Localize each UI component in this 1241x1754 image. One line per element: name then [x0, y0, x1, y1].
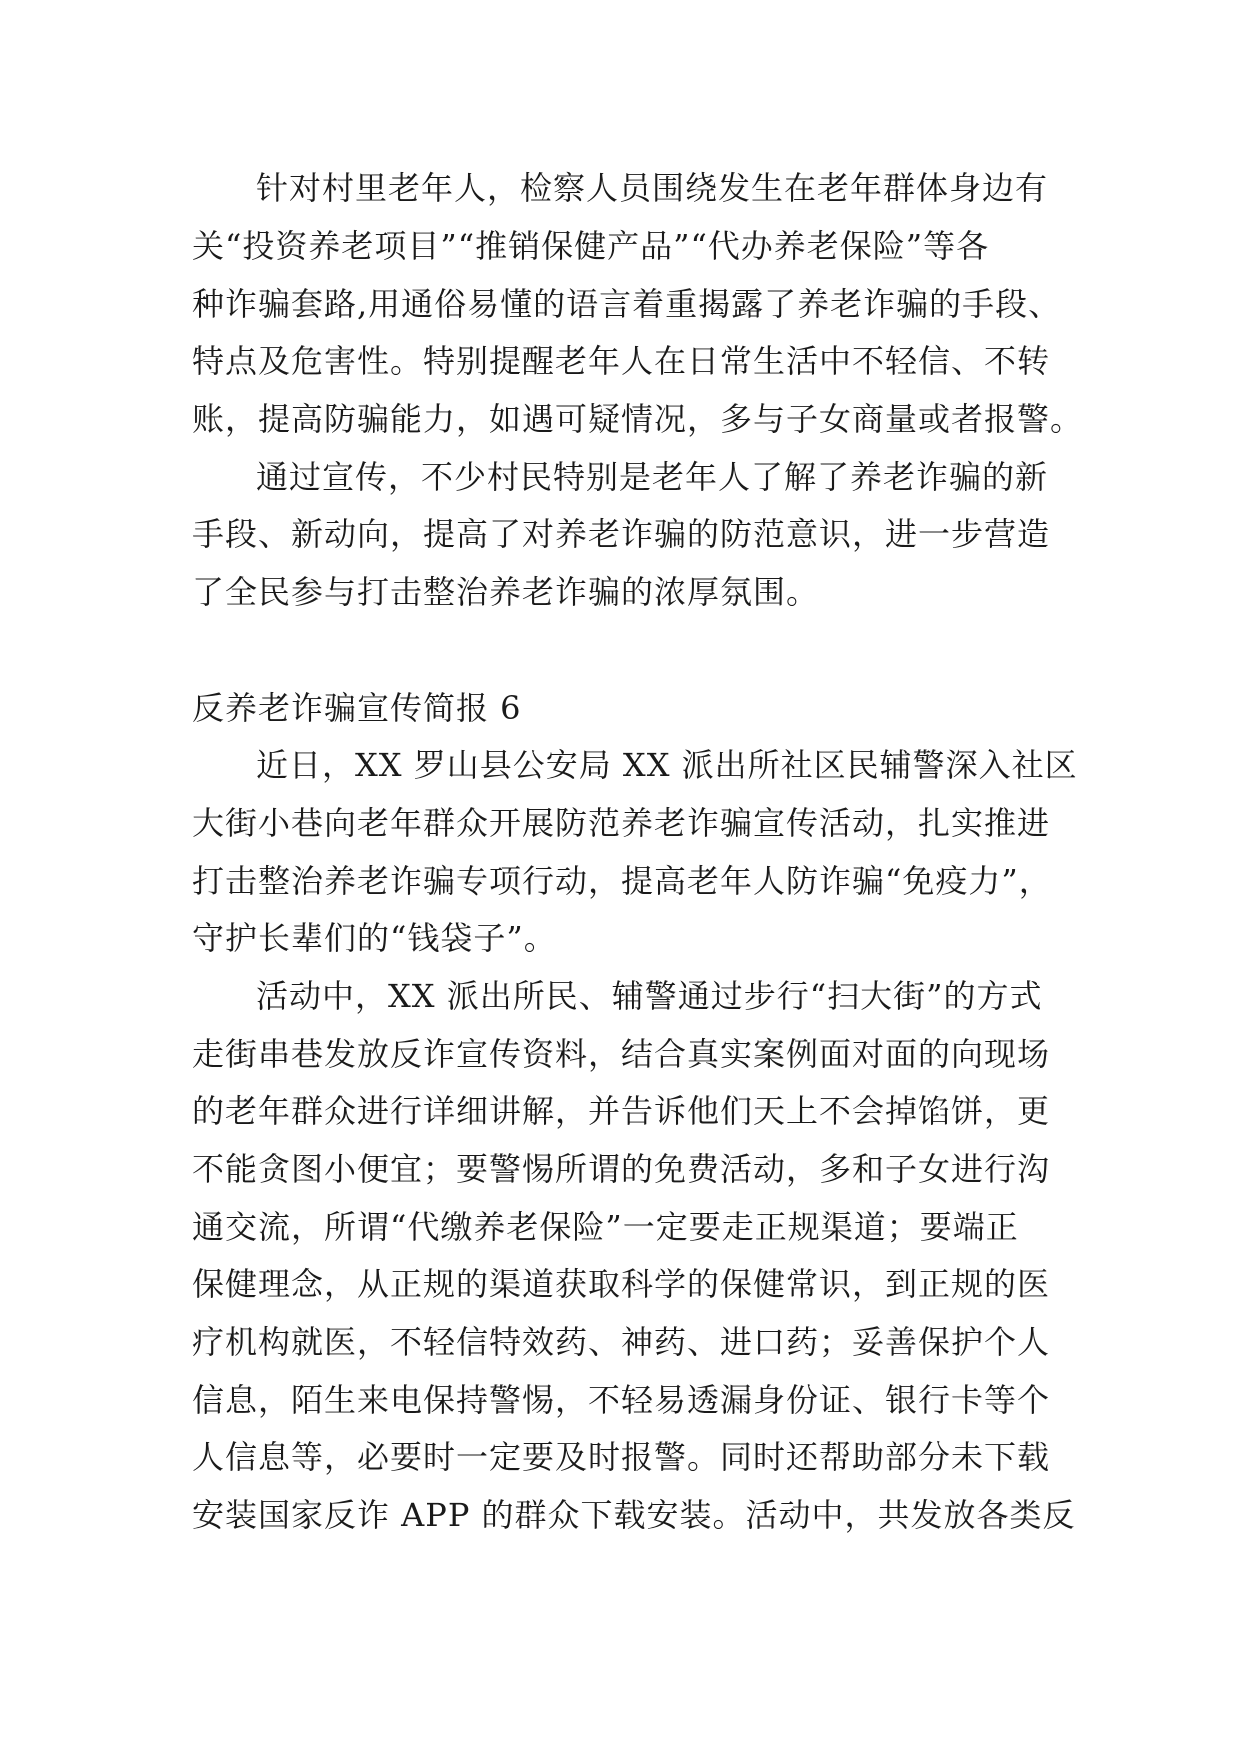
section-paragraph-2-line-4: 不能贪图小便宜；要警惕所谓的免费活动，多和子女进行沟: [192, 1150, 1051, 1188]
section-paragraph-1-line-3: 打击整治养老诈骗专项行动，提高老年人防诈骗“免疫力”，: [192, 862, 1052, 900]
section-title: 反养老诈骗宣传简报 6: [192, 689, 522, 727]
section-paragraph-1-line-2: 大街小巷向老年群众开展防范养老诈骗宣传活动，扎实推进: [192, 804, 1051, 842]
paragraph-1-line-4: 特点及危害性。特别提醒老年人在日常生活中不轻信、不转: [192, 342, 1051, 380]
paragraph-2-line-3: 了全民参与打击整治养老诈骗的浓厚氛围。: [192, 573, 820, 611]
paragraph-2-line-2: 手段、新动向，提高了对养老诈骗的防范意识，进一步营造: [192, 515, 1051, 553]
section-paragraph-2-line-10: 安装国家反诈 APP 的群众下载安装。活动中，共发放各类反: [192, 1496, 1076, 1534]
section-paragraph-1-line-1: 近日，XX 罗山县公安局 XX 派出所社区民辅警深入社区: [256, 746, 1078, 784]
paragraph-1-line-3: 种诈骗套路,用通俗易懂的语言着重揭露了养老诈骗的手段、: [192, 285, 1062, 323]
section-paragraph-2-line-5: 通交流，所谓“代缴养老保险”一定要走正规渠道；要端正: [192, 1208, 1019, 1246]
section-paragraph-2-line-8: 信息，陌生来电保持警惕，不轻易透漏身份证、银行卡等个: [192, 1381, 1051, 1419]
paragraph-2-line-1: 通过宣传，不少村民特别是老年人了解了养老诈骗的新: [256, 458, 1049, 496]
paragraph-1-line-5: 账，提高防骗能力，如遇可疑情况，多与子女商量或者报警。: [192, 400, 1084, 438]
section-paragraph-2-line-2: 走街串巷发放反诈宣传资料，结合真实案例面对面的向现场: [192, 1035, 1051, 1073]
section-paragraph-1-line-4: 守护长辈们的“钱袋子”。: [192, 919, 557, 957]
section-paragraph-2-line-6: 保健理念，从正规的渠道获取科学的保健常识，到正规的医: [192, 1265, 1051, 1303]
section-paragraph-2-line-9: 人信息等，必要时一定要及时报警。同时还帮助部分未下载: [192, 1438, 1051, 1476]
section-paragraph-2-line-1: 活动中，XX 派出所民、辅警通过步行“扫大街”的方式: [256, 977, 1043, 1015]
section-paragraph-2-line-7: 疗机构就医，不轻信特效药、神药、进口药；妥善保护个人: [192, 1323, 1051, 1361]
paragraph-1-line-1: 针对村里老年人，检察人员围绕发生在老年群体身边有: [256, 169, 1049, 207]
paragraph-1-line-2: 关“投资养老项目”“推销保健产品”“代办养老保险”等各: [192, 227, 990, 265]
section-paragraph-2-line-3: 的老年群众进行详细讲解，并告诉他们天上不会掉馅饼，更: [192, 1092, 1051, 1130]
